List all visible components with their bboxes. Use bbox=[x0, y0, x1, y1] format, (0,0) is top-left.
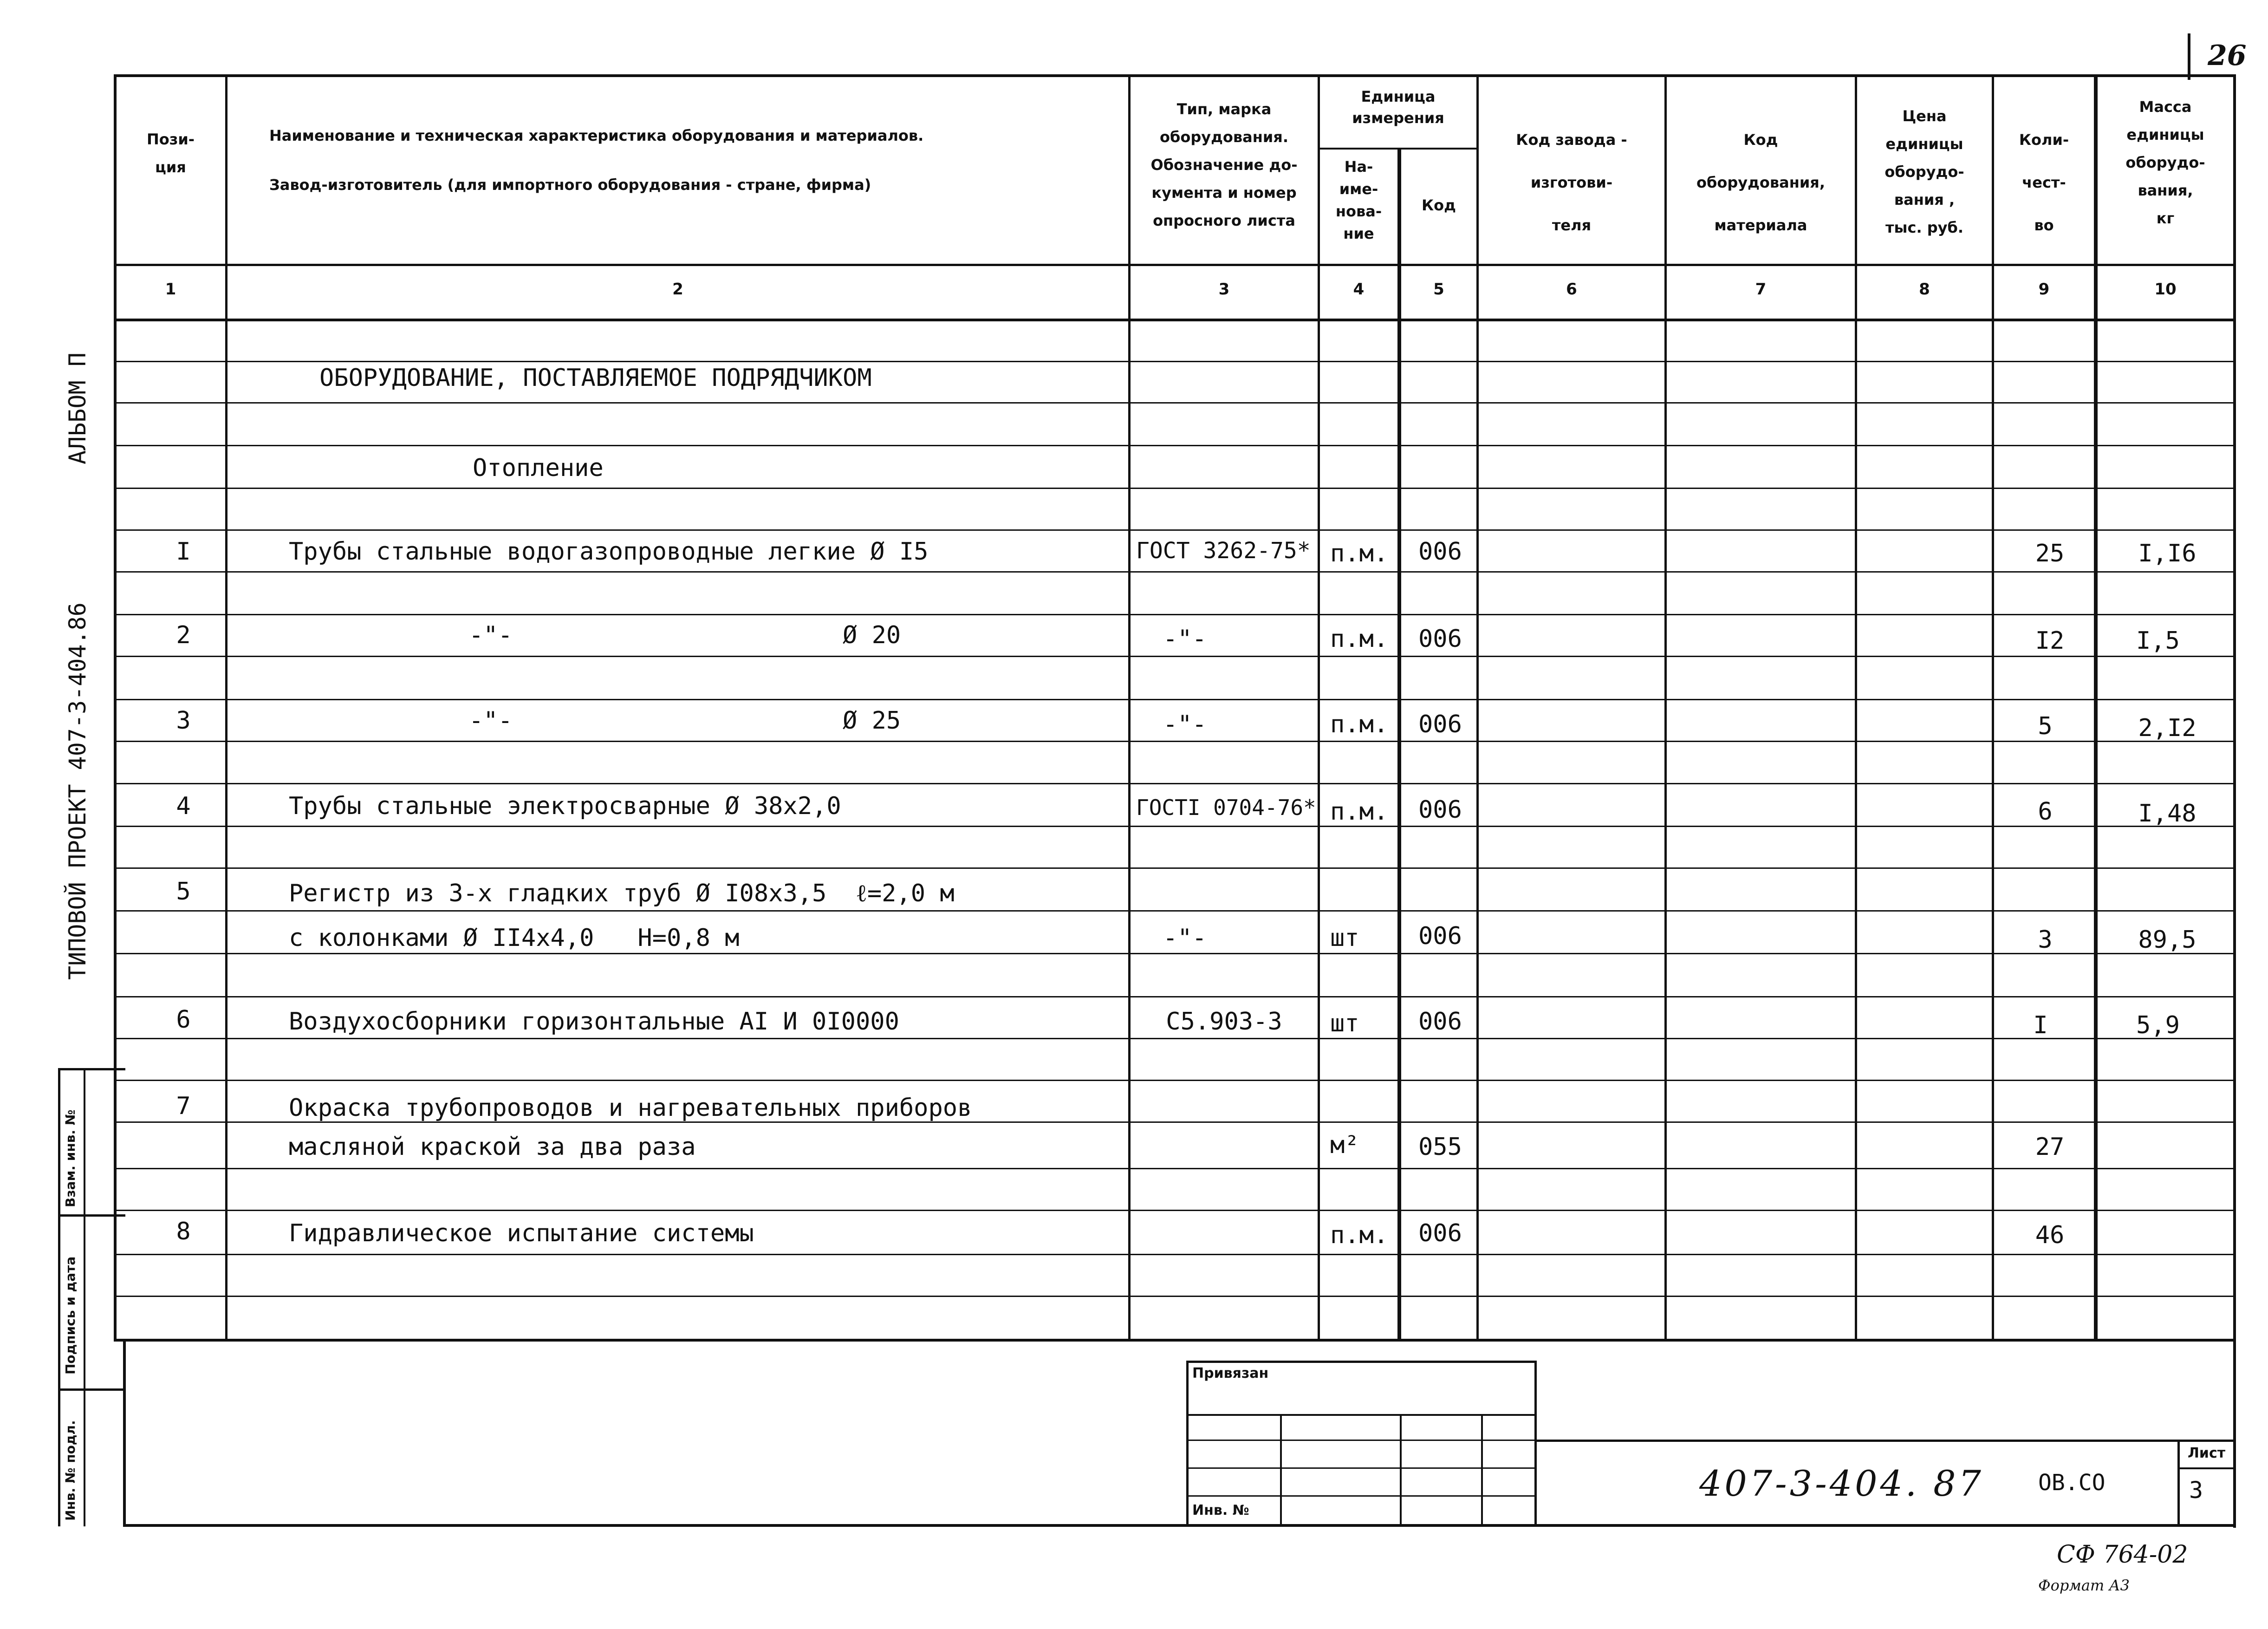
row-line bbox=[114, 361, 2236, 362]
list-label: Лист bbox=[2188, 1445, 2226, 1461]
document-mark: ОВ.СО bbox=[2038, 1470, 2106, 1496]
header-price: Цена единицы оборудо- вания , тыс. руб. bbox=[1885, 107, 1964, 236]
stamp-divider-2 bbox=[58, 1388, 125, 1391]
stamp-inv-podl: Инв. № подл. bbox=[63, 1420, 78, 1521]
colnum-5: 5 bbox=[1433, 280, 1444, 299]
row-8-code: 006 bbox=[1418, 1219, 1462, 1247]
row-1-code: 006 bbox=[1418, 538, 1462, 566]
document-number: 407-3-404. 87 bbox=[1699, 1463, 1984, 1504]
row-1-name: Трубы стальные водогазопроводные легкие Ø I5 bbox=[289, 538, 929, 566]
privyazan-box-left bbox=[1186, 1361, 1189, 1525]
row-8-name: Гидравлическое испытание системы bbox=[289, 1219, 754, 1247]
row-2-mass: I,5 bbox=[2136, 627, 2180, 655]
privyazan-vline-3 bbox=[1481, 1414, 1483, 1525]
row-line bbox=[114, 699, 2236, 700]
header-mass: Масса единицы оборудо- вания, кг bbox=[2125, 98, 2205, 227]
col-line-3 bbox=[1318, 74, 1320, 1340]
colnum-9: 9 bbox=[2038, 280, 2050, 299]
colnum-bottom-line bbox=[114, 319, 2236, 321]
row-2-name: -"- bbox=[469, 621, 513, 649]
row-line bbox=[114, 996, 2236, 997]
header-position: Пози- ция bbox=[146, 130, 195, 176]
header-name-line1: Наименование и техническая характеристика оборудования и материалов. bbox=[269, 127, 924, 144]
row-1-mass: I,I6 bbox=[2138, 540, 2197, 567]
row-3-position: 3 bbox=[176, 707, 191, 735]
row-3-doc: -"- bbox=[1163, 710, 1207, 738]
row-4-unit: п.м. bbox=[1330, 798, 1389, 826]
row-7-unit: м² bbox=[1330, 1131, 1359, 1159]
privyazan-line-4 bbox=[1186, 1495, 1537, 1497]
row-1-position: I bbox=[176, 538, 191, 566]
colnum-2: 2 bbox=[672, 280, 683, 299]
row-5-quantity: 3 bbox=[2038, 926, 2053, 954]
colnum-6: 6 bbox=[1566, 280, 1577, 299]
privyazan-vline-1 bbox=[1280, 1414, 1282, 1525]
row-7-code: 055 bbox=[1418, 1133, 1462, 1161]
row-7-quantity: 27 bbox=[2035, 1133, 2065, 1161]
row-2-unit: п.м. bbox=[1330, 625, 1389, 653]
unit-split-line bbox=[1318, 148, 1476, 150]
row-line bbox=[114, 826, 2236, 827]
row-2-position: 2 bbox=[176, 621, 191, 649]
header-quantity: Коли- чест- во bbox=[2019, 131, 2069, 234]
inv-no-label: Инв. № bbox=[1192, 1502, 1249, 1518]
row-1-quantity: 25 bbox=[2035, 540, 2065, 567]
row-6-doc: С5.903-3 bbox=[1166, 1008, 1282, 1036]
row-4-code: 006 bbox=[1418, 796, 1462, 824]
frame-top bbox=[114, 74, 2236, 77]
header-unit: Единица измерения bbox=[1352, 88, 1444, 127]
row-line bbox=[114, 1080, 2236, 1081]
row-3-diameter: Ø 25 bbox=[843, 707, 901, 735]
row-6-name: Воздухосборники горизонтальные АI И 0I0000 bbox=[289, 1008, 899, 1036]
page-number: 26 bbox=[2208, 39, 2247, 72]
row-5-position: 5 bbox=[176, 878, 191, 906]
row-5-doc: -"- bbox=[1163, 924, 1207, 952]
row-line bbox=[114, 656, 2236, 657]
row-5-code: 006 bbox=[1418, 922, 1462, 950]
footer-code: СФ 764-02 bbox=[2057, 1541, 2188, 1569]
row-3-code: 006 bbox=[1418, 710, 1462, 738]
section-title: ОБОРУДОВАНИЕ, ПОСТАВЛЯЕМОЕ ПОДРЯДЧИКОМ bbox=[319, 364, 872, 392]
row-7-name: Окраска трубопроводов и нагревательных приборов bbox=[289, 1094, 972, 1122]
col-line-6 bbox=[1664, 74, 1667, 1340]
row-1-unit: п.м. bbox=[1330, 540, 1389, 567]
frame-left-lower bbox=[123, 1339, 126, 1527]
stamp-podpis-data: Подпись и дата bbox=[63, 1256, 78, 1375]
header-type: Тип, марка оборудования. Обозначение до- кумента и номер опросного листа bbox=[1150, 100, 1298, 229]
row-line bbox=[114, 1038, 2236, 1039]
row-2-doc: -"- bbox=[1163, 625, 1207, 653]
colnum-1: 1 bbox=[165, 280, 176, 299]
album-label: АЛЬБОМ П bbox=[64, 352, 91, 464]
row-6-code: 006 bbox=[1418, 1008, 1462, 1036]
colnum-7: 7 bbox=[1755, 280, 1767, 299]
row-line bbox=[114, 953, 2236, 954]
row-line bbox=[114, 1254, 2236, 1255]
row-5-name-line2: с колонками Ø II4x4,0 H=0,8 м bbox=[289, 924, 740, 952]
row-4-quantity: 6 bbox=[2038, 798, 2053, 826]
row-5-name: Регистр из 3-х гладких труб Ø I08x3,5 ℓ=2,0 м bbox=[289, 880, 955, 907]
row-2-quantity: I2 bbox=[2035, 627, 2065, 655]
header-factory-code: Код завода - изготови- теля bbox=[1516, 131, 1627, 234]
privyazan-vline-2 bbox=[1400, 1414, 1402, 1525]
row-line bbox=[114, 741, 2236, 742]
header-unit-name: На- име- нова- ние bbox=[1335, 158, 1382, 242]
privyazan-box-right bbox=[1534, 1361, 1537, 1525]
colnum-4: 4 bbox=[1353, 280, 1365, 299]
row-4-mass: I,48 bbox=[2138, 800, 2197, 828]
list-box-mid bbox=[2177, 1467, 2236, 1469]
row-6-mass: 5,9 bbox=[2136, 1011, 2180, 1039]
privyazan-line-1 bbox=[1186, 1414, 1537, 1416]
row-3-name: -"- bbox=[469, 707, 513, 735]
docnum-top-line bbox=[1534, 1440, 2236, 1442]
row-line bbox=[114, 1168, 2236, 1169]
stamp-inner-line bbox=[84, 1068, 85, 1526]
table-bottom bbox=[114, 1339, 2236, 1342]
list-box-left bbox=[2177, 1440, 2180, 1525]
row-4-position: 4 bbox=[176, 792, 191, 820]
col-line-2 bbox=[1128, 74, 1131, 1340]
row-line bbox=[114, 867, 2236, 869]
row-line bbox=[114, 1210, 2236, 1211]
row-6-unit: шт bbox=[1330, 1010, 1359, 1037]
row-line bbox=[114, 529, 2236, 531]
row-5-mass: 89,5 bbox=[2138, 926, 2197, 954]
row-line bbox=[114, 571, 2236, 573]
subsection-title: Отопление bbox=[473, 454, 604, 482]
header-bottom-line bbox=[114, 264, 2236, 266]
colnum-8: 8 bbox=[1919, 280, 1930, 299]
row-3-mass: 2,I2 bbox=[2138, 714, 2197, 742]
col-line-7 bbox=[1855, 74, 1857, 1340]
header-equipment-code: Код оборудования, материала bbox=[1696, 131, 1825, 234]
row-7-position: 7 bbox=[176, 1092, 191, 1120]
row-3-unit: п.м. bbox=[1330, 710, 1389, 738]
list-value: 3 bbox=[2189, 1477, 2203, 1504]
row-4-name: Трубы стальные электросварные Ø 38x2,0 bbox=[289, 792, 841, 820]
footer-format: Формат А3 bbox=[2038, 1577, 2130, 1594]
row-7-name-line2: масляной краской за два раза bbox=[289, 1133, 696, 1161]
row-5-unit: шт bbox=[1330, 924, 1359, 952]
row-6-quantity: I bbox=[2033, 1011, 2048, 1039]
row-line bbox=[114, 445, 2236, 446]
privyazan-box-top bbox=[1186, 1361, 1537, 1363]
row-8-quantity: 46 bbox=[2035, 1221, 2065, 1249]
page-number-divider bbox=[2188, 33, 2190, 80]
row-line bbox=[114, 1296, 2236, 1297]
col-line-5 bbox=[1476, 74, 1479, 1340]
privyazan-line-3 bbox=[1186, 1467, 1537, 1469]
privyazan-label: Привязан bbox=[1192, 1365, 1269, 1381]
row-1-doc: ГОСТ 3262-75* bbox=[1136, 538, 1311, 564]
colnum-10: 10 bbox=[2154, 280, 2177, 299]
colnum-3: 3 bbox=[1218, 280, 1230, 299]
row-line bbox=[114, 910, 2236, 912]
row-8-unit: п.м. bbox=[1330, 1221, 1389, 1249]
row-4-doc: ГОСТI 0704-76* bbox=[1136, 795, 1316, 820]
col-line-4 bbox=[1397, 148, 1401, 1340]
row-3-quantity: 5 bbox=[2038, 712, 2053, 740]
project-label: ТИПОВОЙ ПРОЕКТ 407-3-404.86 bbox=[64, 602, 91, 980]
stamp-vzam-inv: Взам. инв. № bbox=[63, 1109, 78, 1207]
header-name-line2: Завод-изготовитель (для импортного оборудования - стране, фирма) bbox=[269, 176, 871, 194]
row-line bbox=[114, 402, 2236, 404]
row-6-position: 6 bbox=[176, 1006, 191, 1034]
row-line bbox=[114, 783, 2236, 784]
row-2-diameter: Ø 20 bbox=[843, 621, 901, 649]
privyazan-line-2 bbox=[1186, 1440, 1537, 1441]
row-2-code: 006 bbox=[1418, 625, 1462, 653]
row-line bbox=[114, 488, 2236, 489]
row-8-position: 8 bbox=[176, 1218, 191, 1245]
header-unit-code: Код bbox=[1422, 196, 1456, 214]
row-line bbox=[114, 614, 2236, 615]
stamp-frame-left bbox=[58, 1068, 60, 1526]
frame-bottom bbox=[123, 1524, 2236, 1527]
